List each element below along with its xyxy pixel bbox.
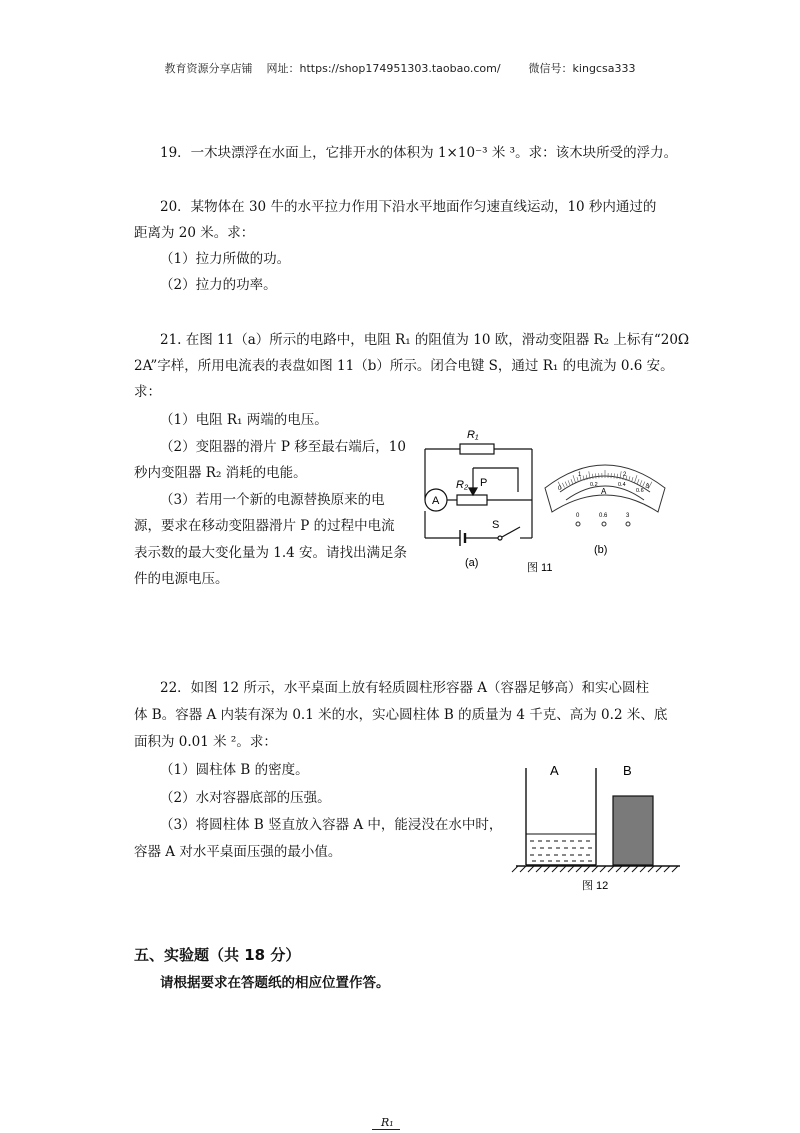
- table-hatch-line: [552, 866, 558, 872]
- dial-tick-mark: [643, 482, 645, 487]
- figure-11-caption: 图 11: [527, 561, 552, 574]
- terminal-label-3: 3: [626, 513, 630, 519]
- table-hatch-line: [584, 866, 590, 872]
- table-hatch-line: [544, 866, 550, 872]
- table-hatch-line: [624, 866, 630, 872]
- label-ammeter: A: [432, 495, 440, 507]
- table-hatch-line: [616, 866, 622, 872]
- table-hatch-line: [592, 866, 598, 872]
- question-22-sub-3b: 容器 A 对水平桌面压强的最小值。: [134, 842, 341, 862]
- question-19: 19．一木块漂浮在水面上，它排开水的体积为 1×10⁻³ 米 ³。求：该木块所受的浮力。: [160, 143, 677, 163]
- page-header: 教育资源分享店铺 网址：https://shop174951303.taobao.com/ 微信号：kingcsa333: [0, 60, 800, 76]
- caption-a: (a): [465, 557, 478, 569]
- question-22-line-3: 面积为 0.01 米 ²。求：: [134, 732, 277, 752]
- label-r1: R₁: [467, 429, 479, 441]
- dial-tick-0-4: 0.4: [618, 482, 626, 488]
- label-p: P: [480, 477, 487, 489]
- terminal-label-0: 0: [576, 513, 580, 519]
- question-21-sub-3d: 件的电源电压。: [134, 569, 229, 589]
- switch-s: [498, 536, 502, 540]
- table-hatch-line: [632, 866, 638, 872]
- question-21-sub-3b: 源，要求在移动变阻器滑片 P 的过程中电流: [134, 516, 395, 536]
- table-hatch-line: [536, 866, 542, 872]
- label-r2: R₂: [456, 479, 469, 491]
- terminal-label-0-6: 0.6: [599, 513, 608, 519]
- question-21-sub-1: （1）电阻 R₁ 两端的电压。: [160, 410, 328, 430]
- figure-12-caption: 图 12: [582, 879, 608, 892]
- figure-11: [410, 420, 680, 580]
- question-20-sub-1: （1）拉力所做的功。: [160, 249, 290, 269]
- question-22-line-1: 22．如图 12 所示，水平桌面上放有轻质圆柱形容器 A（容器足够高）和实心圆柱: [160, 678, 649, 698]
- dial-tick-0-6: 0.6: [636, 488, 644, 494]
- terminal-3: [626, 522, 630, 526]
- question-22-line-2: 体 B。容器 A 内装有深为 0.1 米的水，实心圆柱体 B 的质量为 4 千克、高为 0.2 米、底: [134, 705, 667, 725]
- table-hatch-line: [672, 866, 678, 872]
- dial-tick-1: 1: [578, 472, 582, 478]
- dial-tick-mark: [640, 480, 642, 485]
- figure-12: [510, 758, 690, 894]
- label-container-a: A: [550, 763, 559, 778]
- dial-tick-2: 2: [623, 472, 627, 478]
- container-a: [526, 768, 596, 865]
- label-s: S: [492, 519, 499, 531]
- table-hatch-line: [560, 866, 566, 872]
- table-hatch-line: [648, 866, 654, 872]
- water-in-container-a: [526, 834, 596, 861]
- table-hatch-line: [656, 866, 662, 872]
- question-22-sub-3a: （3）将圆柱体 B 竖直放入容器 A 中，能浸没在水中时，: [160, 815, 502, 835]
- dial-tick-mark: [632, 477, 633, 482]
- dial-tick-mark: [592, 474, 593, 479]
- question-22-sub-2: （2）水对容器底部的压强。: [160, 788, 331, 808]
- table-hatch-line: [640, 866, 646, 872]
- question-20-line-1: 20．某物体在 30 牛的水平拉力作用下沿水平地面作匀速直线运动，10 秒内通过的: [160, 197, 656, 217]
- cylinder-b: [613, 796, 653, 865]
- dial-tick-mark: [568, 480, 570, 485]
- resistor-r2: [457, 495, 487, 505]
- dial-tick-mark: [617, 474, 618, 479]
- table-hatch-line: [528, 866, 534, 872]
- table-hatch-line: [576, 866, 582, 872]
- question-21-line-2: 2A”字样，所用电流表的表盘如图 11（b）所示。闭合电键 S，通过 R₁ 的电流为 0.6 安。: [134, 356, 674, 376]
- label-cylinder-b: B: [623, 763, 632, 778]
- section-5-instruction: 请根据要求在答题纸的相应位置作答。: [160, 973, 390, 993]
- question-21-line-3: 求：: [134, 382, 161, 402]
- section-5-title: 五、实验题（共 18 分）: [134, 945, 300, 965]
- dial-tick-0: 0: [558, 486, 562, 492]
- dial-tick-mark: [571, 479, 573, 484]
- dial-letter: A: [601, 487, 607, 496]
- table-hatch-line: [664, 866, 670, 872]
- dial-tick-mark: [634, 475, 637, 483]
- footer-label: R₁: [381, 1113, 394, 1133]
- resistor-r1: [460, 444, 494, 454]
- dial-tick-mark: [573, 475, 576, 483]
- table-hatch-line: [600, 866, 606, 872]
- dial-tick-mark: [562, 483, 564, 487]
- dial-tick-3: 3: [646, 484, 650, 490]
- question-22-sub-1: （1）圆柱体 B 的密度。: [160, 760, 309, 780]
- question-20-sub-2: （2）拉力的功率。: [160, 275, 277, 295]
- question-21-sub-2b: 秒内变阻器 R₂ 消耗的电能。: [134, 463, 307, 483]
- dial-tick-mark: [637, 479, 639, 484]
- caption-b: (b): [594, 544, 607, 556]
- question-20-line-2: 距离为 20 米。求：: [134, 223, 254, 243]
- dial-tick-0-2: 0.2: [590, 482, 598, 488]
- table-hatch-line: [520, 866, 526, 872]
- footer-rule: [372, 1129, 400, 1130]
- terminal-0-6: [602, 522, 606, 526]
- table-hatch-line: [608, 866, 614, 872]
- question-21-sub-3c: 表示数的最大变化量为 1.4 安。请找出满足条: [134, 543, 407, 563]
- dial-tick-mark: [565, 482, 567, 487]
- circuit-diagram-a: [425, 444, 532, 546]
- table-hatch-line: [512, 866, 518, 872]
- table-hatch-line: [568, 866, 574, 872]
- question-21-sub-2a: （2）变阻器的滑片 P 移至最右端后，10: [160, 437, 406, 457]
- question-21-sub-3a: （3）若用一个新的电源替换原来的电: [160, 490, 385, 510]
- terminal-0: [576, 522, 580, 526]
- question-21-line-1: 21. 在图 11（a）所示的电路中，电阻 R₁ 的阻值为 10 欧，滑动变阻器 R₂ 上标有“20Ω: [160, 330, 689, 350]
